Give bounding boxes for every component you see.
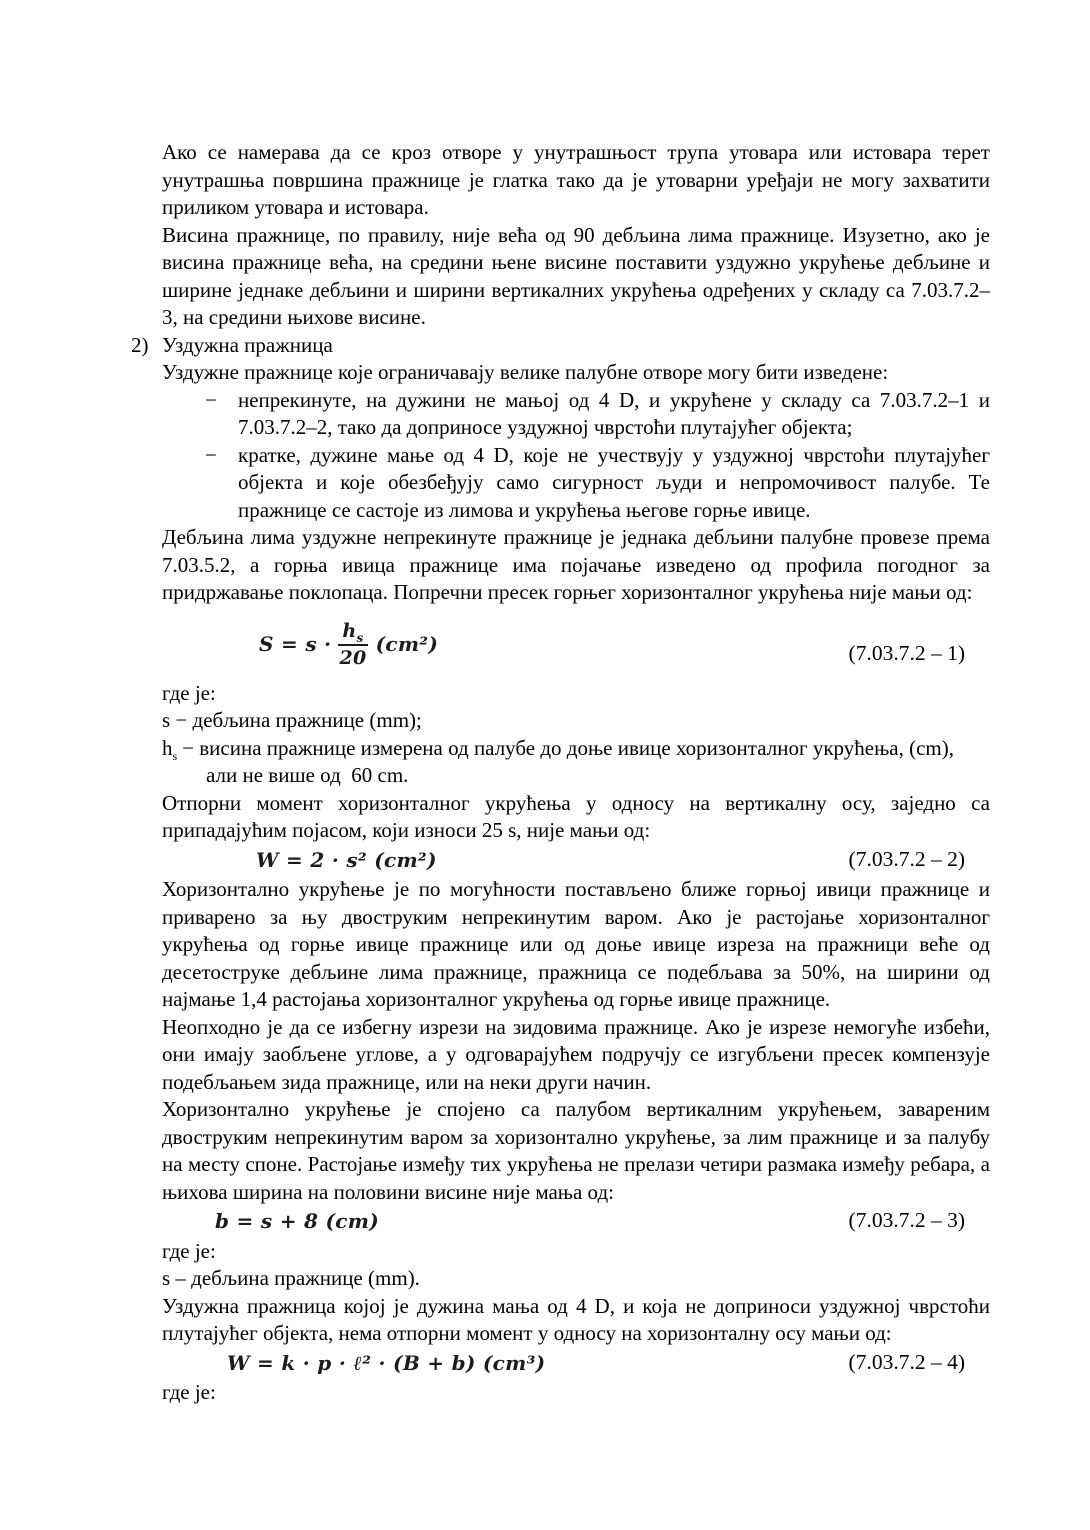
formula-2: W = 2 · s² (cm²) (256, 847, 437, 872)
formula-1-unit: (cm²) (375, 631, 439, 656)
symbol-h: h (162, 735, 173, 760)
dash-item-text: непрекинуте, на дужини не мањој од 4 D, и укрућене у складу са 7.03.7.2–1 и 7.03.7.2–2, тако да доприносе уздужној чврстоћи плутајућег објекта; (238, 387, 990, 439)
paragraph-short-coaming: Уздужна пражница којој је дужина мања од 4 D, и која не доприноси уздужној чврстоћи плутајућег објекта, нема отпорни момент у односу на хоризонталну осу мањи од: (162, 1293, 990, 1345)
fraction-numerator (338, 619, 367, 646)
formula-4: W = k · p · ℓ² · (B + b) (cm³) (227, 1350, 546, 1375)
paragraph-section-modulus-vertical: Отпорни момент хоризонталног укрућења у односу на вертикалну осу, заједно са припадајућим појасом, који износи 25 s, није мањи од: (162, 790, 990, 842)
symbol-h-subscript: s (172, 748, 178, 763)
numerator-subscript: s (356, 630, 364, 645)
where-label: где је: (162, 680, 216, 705)
paragraph-coaming-height: Висина пражнице, по правилу, није већа од 90 дебљина лима пражнице. Изузетно, ако је висина пражнице већа, на средини њене висине поставити уздужно укрућење дебљине и ширине једнаке дебљини и ширини вертикалних укрућења одређених у складу са 7.03.7.2–3, на средини њихове висине. (162, 222, 990, 329)
formula-4-row (162, 1350, 990, 1378)
equation-number-1: (7.03.7.2 – 1) (848, 641, 965, 665)
paragraph-cutouts: Неопходно је да се избегну изрези на зидовима пражнице. Ако је изрезе немогуће избећи, они имају заобљене углове, а у одговарајућем подручју се изгубљени пресек компензује подебљањем зида пражнице, или на неки други начин. (162, 1014, 990, 1094)
fraction (338, 619, 367, 670)
numbered-item-2 (131, 332, 990, 360)
paragraph-horizontal-stiffener: Хоризонтално укрућење је по могућности постављено ближе горњој ивици пражнице и приварено за њу двоструким непрекинутим варом. Ако је растојање хоризонталног укрућења од горње ивице пражнице или од доње ивице изреза на пражници веће од десетоструке дебљине лима пражнице, пражница се подебљава за 50%, на ширини од најмање 1,4 растојања хоризонталног укрућења од горње ивице пражнице. (162, 877, 990, 1011)
dash-item-continuous (205, 387, 990, 442)
dash-marker: − (205, 387, 217, 412)
definition-s: s − дебљина пражнице (mm); (162, 708, 422, 732)
dash-item-short (205, 442, 990, 525)
dash-item-text: кратке, дужине мање од 4 D, које не учествују у уздужној чврстоћи плутајућег објекта и које обезбеђују само сигурност људи и непромочивост палубе. Те пражнице се састоје из лимова и укрућења његове горње ивице. (238, 442, 990, 522)
paragraph-list-intro: Уздужне пражнице које ограничавају велике палубне отворе могу бити изведене: (162, 360, 889, 384)
list-number-marker: 2) (131, 332, 149, 357)
dash-marker: − (205, 442, 217, 467)
definition-hs-text: − висина пражнице измерена од палубе до доње ивице хоризонталног укрућења, (cm), али не више од 60 cm. (182, 735, 954, 787)
numerator-base: h (342, 620, 357, 642)
formula-1-lhs: S = s · (259, 631, 332, 656)
paragraph-plate-thickness: Дебљина лима уздужне непрекинуте пражнице је једнака дебљини палубне провезе према 7.03.5.2, а горња ивица пражнице има појачање изведено од профила погодног за придржавање поклопаца. Попречни пресек горњег хоризонталног укрућења није мањи од: (162, 525, 990, 604)
fraction-denominator: 20 (339, 647, 367, 669)
paragraph-intro-openings: Ако се намерава да се кроз отворе у унутрашњост трупа утовара или истовара терет унутрашња површина пражнице је глатка тако да је утоварни уређаји не могу захватити приликом утовара и истовара. (162, 140, 990, 219)
equation-number-2: (7.03.7.2 – 2) (848, 846, 965, 871)
formula-1-row (162, 616, 990, 674)
where-label: где је: (162, 1238, 216, 1263)
definition-s-2: s – дебљина пражнице (mm). (162, 1266, 420, 1290)
formula-3-row (162, 1208, 990, 1236)
formula-2-row (162, 847, 990, 875)
equation-number-3: (7.03.7.2 – 3) (848, 1208, 965, 1232)
equation-number-4: (7.03.7.2 – 4) (848, 1349, 965, 1374)
formula-3: b = s + 8 (cm) (215, 1209, 379, 1233)
paragraph-stiffener-connection: Хоризонтално укрућење је спојено са палубом вертикалним укрућењем, завареним двоструким непрекинутим варом за хоризонтално укрућење, за лим пражнице и за палубу на месту споне. Растојање између тих укрућења не прелази четири размака између ребара, а њихова ширина на половини висине није мања од: (162, 1097, 990, 1204)
numbered-item-title: Уздужна пражница (162, 332, 333, 357)
text-block (131, 139, 990, 1407)
definition-hs (162, 735, 990, 790)
formula-1 (259, 619, 438, 670)
where-label: где је: (162, 1380, 216, 1404)
